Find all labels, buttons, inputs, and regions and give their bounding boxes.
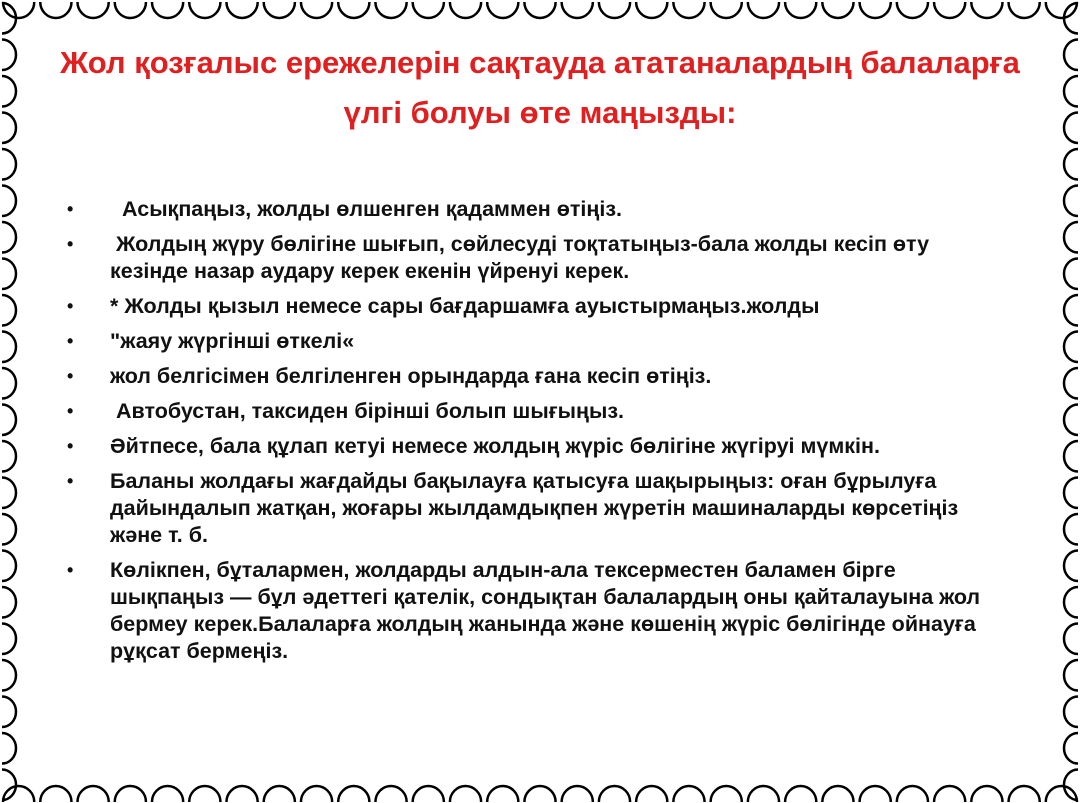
scallops-right — [1064, 3, 1078, 800]
bullet-dot: • — [67, 366, 74, 386]
bullet-list — [58, 196, 998, 673]
list-item — [58, 468, 998, 549]
scallop-arc — [301, 2, 332, 18]
scallops-bottom — [3, 786, 1077, 802]
scallop-arc — [1009, 2, 1040, 18]
list-item — [58, 363, 998, 390]
bullet-dot: • — [67, 436, 74, 456]
scallop-arc — [524, 786, 555, 802]
list-item-text: Көлікпен, бұталармен, жолдарды алдын-ала тексерместен баламен бірге шықпаңыз — бұл әдеттегі қателік, сондықтан балалардың оны қайталауына жол бермеу керек.Балаларға жолдың жанында және көшенің жүріс бөлігінде ойнауға рұқсат бермеңіз. — [110, 558, 981, 663]
scallop-arc — [1064, 332, 1078, 363]
list-item — [58, 557, 998, 665]
scallop-arc — [1064, 259, 1078, 290]
bullet-dot: • — [67, 234, 74, 254]
scallop-arc — [2, 259, 16, 290]
scallop-arc — [487, 2, 518, 18]
scallop-arc — [40, 2, 71, 18]
scallop-arc — [562, 786, 593, 802]
scallop-arc — [115, 786, 146, 802]
scallop-arc — [711, 2, 742, 18]
list-item-text: Автобустан, таксиден бірінші болып шығыңыз. — [116, 399, 625, 423]
scallop-arc — [1064, 551, 1078, 582]
scallop-arc — [897, 786, 928, 802]
scallop-arc — [1064, 149, 1078, 180]
scallop-arc — [77, 2, 108, 18]
scallop-arc — [189, 786, 220, 802]
list-item — [58, 433, 998, 460]
scallop-arc — [1064, 514, 1078, 545]
scallop-arc — [338, 2, 369, 18]
scallop-arc — [971, 2, 1002, 18]
scallop-arc — [1064, 697, 1078, 728]
list-item-text: Әйтпесе, бала құлап кетуі немесе жолдың жүріс бөлігіне жүгіруі мүмкін. — [110, 434, 880, 458]
scallop-arc — [971, 786, 1002, 802]
scallop-arc — [562, 2, 593, 18]
scallop-arc — [375, 786, 406, 802]
scallop-arc — [2, 368, 16, 399]
scallop-arc — [785, 2, 816, 18]
scallop-arc — [1064, 624, 1078, 655]
scallop-arc — [934, 786, 965, 802]
scallop-arc — [1064, 186, 1078, 217]
scallop-arc — [189, 2, 220, 18]
scallop-arc — [524, 2, 555, 18]
scallop-arc — [1064, 113, 1078, 144]
bullet-dot: • — [67, 296, 74, 316]
scallop-arc — [264, 786, 295, 802]
scallop-arc — [934, 2, 965, 18]
scallop-arc — [2, 295, 16, 326]
scallop-arc — [599, 786, 630, 802]
scallop-arc — [1064, 405, 1078, 436]
scallop-arc — [226, 2, 257, 18]
scallop-arc — [413, 786, 444, 802]
scallop-arc — [1064, 660, 1078, 691]
scallop-arc — [636, 2, 667, 18]
scallop-arc — [413, 2, 444, 18]
list-item-text: "жаяу жүргінші өткелі« — [110, 329, 355, 353]
scallop-arc — [450, 2, 481, 18]
bullet-dot: • — [67, 331, 74, 351]
scallop-arc — [2, 551, 16, 582]
scallop-arc — [860, 786, 891, 802]
scallop-arc — [2, 405, 16, 436]
scallop-arc — [2, 514, 16, 545]
list-item-text: * Жолды қызыл немесе сары бағдаршамға ауыстырмаңыз.жолды — [110, 294, 820, 318]
scallop-arc — [1064, 76, 1078, 107]
scallop-arc — [2, 660, 16, 691]
scallop-arc — [1064, 441, 1078, 472]
list-item-text: Жолдың жүру бөлігіне шығып, сөйлесуді тоқтатыңыз-бала жолды кесіп өту кезінде назар аудару керек екенін үйренуі керек. — [110, 232, 930, 283]
scallop-arc — [1064, 295, 1078, 326]
scallop-arc — [301, 786, 332, 802]
scallop-arc — [748, 786, 779, 802]
scallop-arc — [226, 786, 257, 802]
list-item — [58, 196, 998, 223]
scallop-arc — [2, 113, 16, 144]
scallop-arc — [450, 786, 481, 802]
scallop-arc — [264, 2, 295, 18]
scallop-arc — [2, 332, 16, 363]
scallop-arc — [2, 149, 16, 180]
scallop-arc — [673, 786, 704, 802]
scallop-arc — [2, 186, 16, 217]
bullet-dot: • — [67, 560, 74, 580]
scallop-arc — [673, 2, 704, 18]
scallop-arc — [1064, 222, 1078, 253]
scallop-arc — [2, 76, 16, 107]
list-item — [58, 398, 998, 425]
scallop-arc — [77, 786, 108, 802]
scallop-arc — [1064, 40, 1078, 71]
scallop-arc — [785, 786, 816, 802]
scallop-arc — [599, 2, 630, 18]
scallop-arc — [1064, 368, 1078, 399]
page-title: Жол қозғалыс ережелерін сақтауда ататаналардың балаларға үлгі болуы өте маңызды: — [60, 45, 1020, 130]
list-item-text: Баланы жолдағы жағдайды бақылауға қатысуға шақырыңыз: оған бұрылуға дайындалып жатқан, жоғары жылдамдықпен жүретін машиналарды көрсетіңіз және т. б. — [110, 469, 959, 547]
scallop-arc — [2, 624, 16, 655]
scallop-arc — [822, 2, 853, 18]
scallop-arc — [1064, 733, 1078, 764]
scallop-arc — [1009, 786, 1040, 802]
scallops-top — [3, 2, 1077, 18]
scallop-arc — [487, 786, 518, 802]
scallop-arc — [636, 786, 667, 802]
scallop-arc — [1064, 587, 1078, 618]
list-item-text: жол белгісімен белгіленген орындарда ғана кесіп өтіңіз. — [110, 364, 712, 388]
scallops-left — [2, 3, 16, 800]
list-item — [58, 231, 998, 285]
list-item — [58, 293, 998, 320]
scallop-arc — [40, 786, 71, 802]
scallop-arc — [748, 2, 779, 18]
scallop-arc — [2, 733, 16, 764]
scallop-arc — [152, 2, 183, 18]
scallop-arc — [2, 478, 16, 509]
bullet-dot: • — [67, 401, 74, 421]
bullet-dot: • — [67, 471, 74, 491]
scallop-arc — [897, 2, 928, 18]
scallop-arc — [2, 587, 16, 618]
scallop-arc — [1064, 478, 1078, 509]
scallop-arc — [2, 40, 16, 71]
scallop-arc — [711, 786, 742, 802]
scallop-arc — [115, 2, 146, 18]
list-item — [58, 328, 998, 355]
scallop-arc — [375, 2, 406, 18]
scallop-arc — [2, 697, 16, 728]
bullet-dot: • — [67, 199, 74, 219]
scallop-arc — [2, 222, 16, 253]
scallop-arc — [822, 786, 853, 802]
scallop-arc — [2, 441, 16, 472]
scallop-arc — [338, 786, 369, 802]
scallop-arc — [860, 2, 891, 18]
scallop-arc — [152, 786, 183, 802]
list-item-text: Асықпаңыз, жолды өлшенген қадаммен өтіңіз. — [122, 197, 623, 221]
